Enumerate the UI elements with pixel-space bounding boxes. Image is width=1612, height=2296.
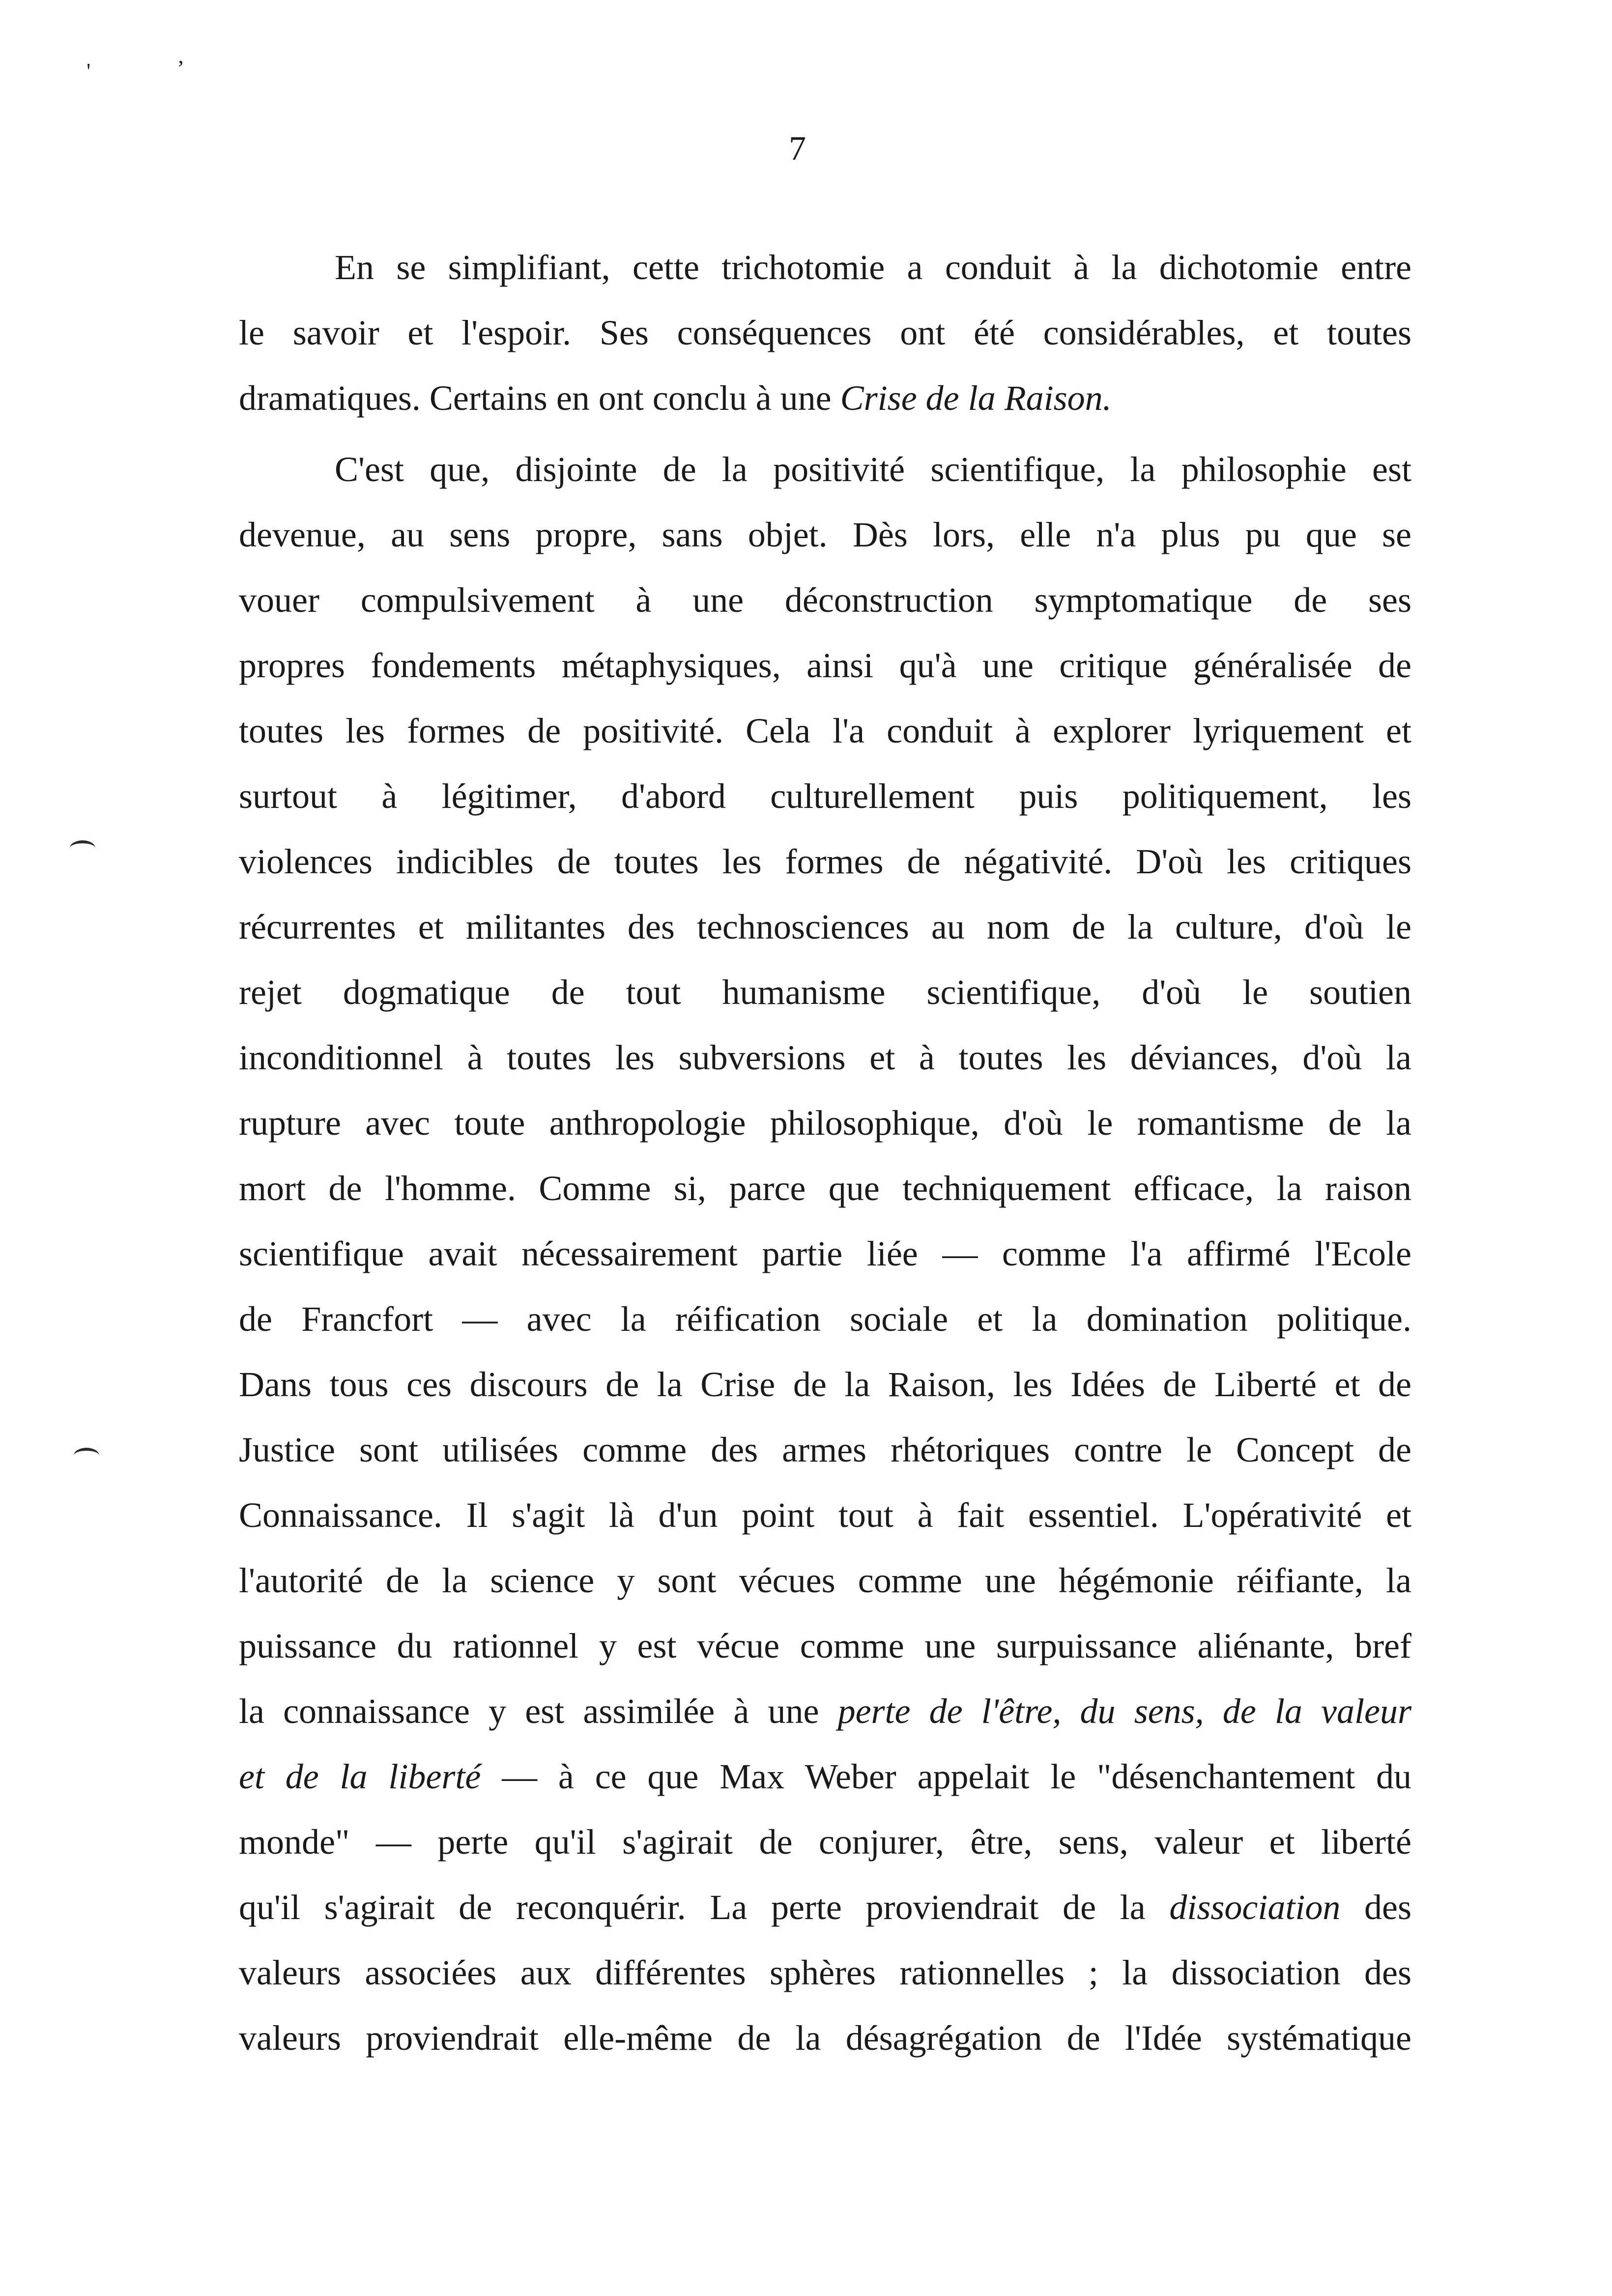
text-line: de Francfort — avec la réification sociale et la domination politique. [239, 1299, 1411, 1339]
text-line: violences indicibles de toutes les formes de négativité. D'où les critiques [239, 842, 1411, 881]
text-line: valeurs proviendrait elle-même de la désagrégation de l'Idée systématique [239, 2018, 1411, 2058]
text-line: En se simplifiant, cette trichotomie a conduit à la dichotomie entre [335, 248, 1411, 287]
text-line: propres fondements métaphysiques, ainsi qu'à une critique généralisée de [239, 646, 1411, 685]
text-line: Connaissance. Il s'agit là d'un point tout à fait essentiel. L'opérativité et [239, 1495, 1411, 1535]
margin-mark [74, 1448, 99, 1464]
text-line [239, 366, 1411, 431]
text-run: qu'il s'agirait de reconquérir. La perte proviendrait de la [239, 1888, 1170, 1927]
text-line: surtout à légitimer, d'abord culturellement puis politiquement, les [239, 776, 1411, 816]
text-line: C'est que, disjointe de la positivité scientifique, la philosophie est [335, 450, 1411, 489]
text-run: la connaissance y est assimilée à une [239, 1692, 838, 1731]
text-line: rejet dogmatique de tout humanisme scientifique, d'où le soutien [239, 973, 1411, 1012]
text-line: Dans tous ces discours de la Crise de la Raison, les Idées de Liberté et de [239, 1365, 1411, 1404]
paragraph-1 [239, 235, 1411, 431]
text-line: devenue, au sens propre, sans objet. Dès lors, elle n'a plus pu que se [239, 515, 1411, 554]
scan-mark: ' [86, 58, 91, 84]
text-line: récurrentes et militantes des technosciences au nom de la culture, d'où le [239, 907, 1411, 947]
text-line: Justice sont utilisées comme des armes rhétoriques contre le Concept de [239, 1430, 1411, 1469]
text-line: mort de l'homme. Comme si, parce que techniquement efficace, la raison [239, 1169, 1411, 1208]
text-line: monde" — perte qu'il s'agirait de conjurer, être, sens, valeur et liberté [239, 1822, 1411, 1862]
text-line: inconditionnel à toutes les subversions et à toutes les déviances, d'où la [239, 1038, 1411, 1077]
text-run: dramatiques. Certains en ont conclu à une [239, 378, 840, 418]
text-line [239, 1875, 1411, 1940]
text-line: puissance du rationnel y est vécue comme une surpuissance aliénante, bref [239, 1626, 1411, 1665]
text-line [239, 1744, 1411, 1809]
text-line: scientifique avait nécessairement partie liée — comme l'a affirmé l'Ecole [239, 1234, 1411, 1273]
text-line: valeurs associées aux différentes sphères rationnelles ; la dissociation des [239, 1953, 1411, 1992]
text-line [239, 1679, 1411, 1744]
page-number: 7 [789, 130, 806, 168]
text-line: toutes les formes de positivité. Cela l'a conduit à explorer lyriquement et [239, 711, 1411, 750]
text-run: des [1340, 1888, 1411, 1927]
text-run: — à ce que Max Weber appelait le "désenchantement du [481, 1757, 1412, 1796]
paragraph-2 [239, 437, 1411, 2071]
italic-title: Crise de la Raison. [840, 378, 1112, 418]
italic-phrase: perte de l'être, du sens, de la valeur [837, 1692, 1411, 1731]
italic-word: dissociation [1169, 1888, 1341, 1927]
text-line: rupture avec toute anthropologie philosophique, d'où le romantisme de la [239, 1103, 1411, 1143]
body-text [239, 235, 1411, 2071]
margin-mark [70, 840, 95, 856]
text-line: le savoir et l'espoir. Ses conséquences ont été considérables, et toutes [239, 313, 1411, 352]
text-line: vouer compulsivement à une déconstruction symptomatique de ses [239, 580, 1411, 620]
italic-phrase: et de la liberté [239, 1757, 481, 1796]
scan-mark: ’ [177, 56, 185, 81]
text-line: l'autorité de la science y sont vécues comme une hégémonie réifiante, la [239, 1561, 1411, 1600]
